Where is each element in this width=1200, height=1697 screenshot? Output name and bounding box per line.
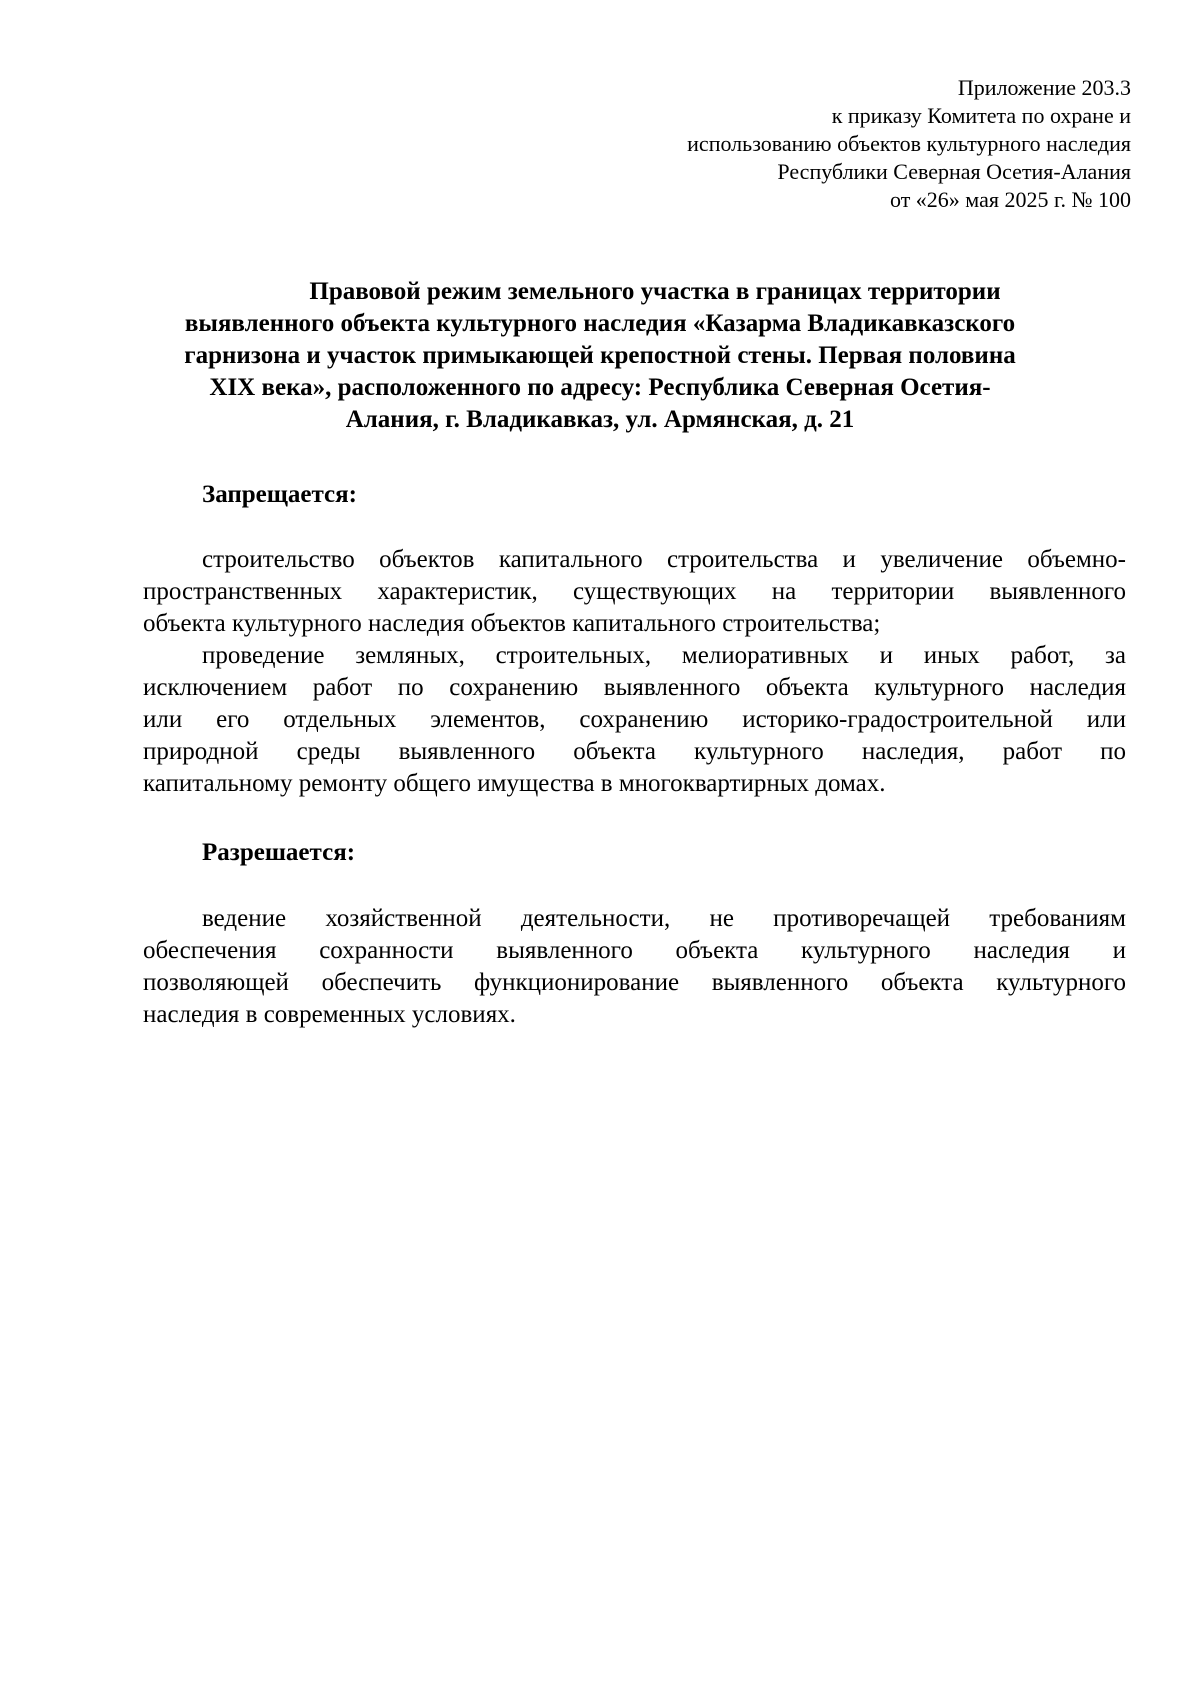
title-line: Правовой режим земельного участка в границах территории bbox=[309, 278, 1001, 305]
prohibited-paragraph-works bbox=[143, 640, 1126, 800]
paragraph-line: или его отдельных элементов, сохранению историко-градостроительной или bbox=[143, 706, 1126, 733]
paragraph-line: обеспечения сохранности выявленного объекта культурного наследия и bbox=[143, 937, 1126, 964]
paragraph-line: позволяющей обеспечить функционирование выявленного объекта культурного bbox=[143, 969, 1126, 996]
paragraph-line: строительство объектов капитального строительства и увеличение объемно- bbox=[202, 546, 1126, 573]
paragraph-line: природной среды выявленного объекта культурного наследия, работ по bbox=[143, 738, 1126, 765]
title-line: Алания, г. Владикавказ, ул. Армянская, д. 21 bbox=[345, 406, 855, 433]
appendix-date: от «26» мая 2025 г. № 100 bbox=[889, 187, 1131, 212]
appendix-committee: использованию объектов культурного наследия bbox=[687, 131, 1131, 156]
paragraph-line: ведение хозяйственной деятельности, не противоречащей требованиям bbox=[202, 905, 1126, 932]
paragraph-line: наследия в современных условиях. bbox=[143, 1001, 516, 1028]
paragraph-line: проведение земляных, строительных, мелиоративных и иных работ, за bbox=[202, 642, 1126, 669]
appendix-number: Приложение 203.3 bbox=[957, 75, 1131, 100]
appendix-order-ref: к приказу Комитета по охране и bbox=[831, 103, 1131, 128]
document-title bbox=[130, 276, 1070, 436]
paragraph-line: пространственных характеристик, существующих на территории выявленного bbox=[143, 578, 1126, 605]
allowed-heading: Разрешается: bbox=[202, 839, 356, 866]
allowed-paragraph bbox=[143, 903, 1126, 1031]
paragraph-line: объекта культурного наследия объектов капитального строительства; bbox=[143, 610, 881, 637]
prohibited-paragraph-construction bbox=[143, 544, 1126, 640]
appendix-republic: Республики Северная Осетия-Алания bbox=[777, 159, 1131, 184]
title-line: гарнизона и участок примыкающей крепостной стены. Первая половина bbox=[184, 342, 1016, 369]
title-line: XIX века», расположенного по адресу: Республика Северная Осетия- bbox=[209, 374, 991, 401]
paragraph-line: капитальному ремонту общего имущества в многоквартирных домах. bbox=[143, 770, 886, 797]
paragraph-line: исключением работ по сохранению выявленного объекта культурного наследия bbox=[143, 674, 1126, 701]
title-line: выявленного объекта культурного наследия «Казарма Владикавказского bbox=[184, 310, 1016, 337]
prohibited-heading: Запрещается: bbox=[202, 481, 358, 508]
appendix-block bbox=[431, 74, 1131, 214]
